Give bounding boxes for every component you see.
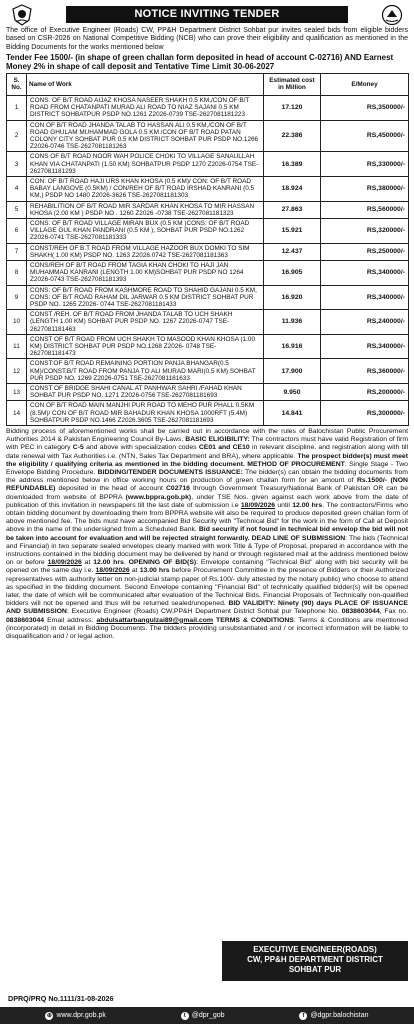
cell-sno: 5 [7, 201, 27, 218]
bid-validity: BID VALIDITY: Ninety (90) days [228, 600, 332, 608]
table-row [7, 243, 409, 260]
table-row [7, 152, 409, 177]
table-row [7, 401, 409, 426]
table-row [7, 120, 409, 152]
twitter-item[interactable] [181, 1012, 225, 1020]
place-text: : Executive Engineer (Roads) CW,PP&H Department District Sohbat pur Telephone No. [66, 608, 340, 616]
cell-cost: 9.950 [264, 384, 321, 401]
page-title: NOTICE INVITING TENDER [66, 6, 348, 23]
cell-sno: 8 [7, 260, 27, 285]
cell-cost: 17.900 [264, 359, 321, 384]
opening-time: 13.00 hrs [139, 567, 170, 575]
terms-text: : Terms & Conditions are mentioned (incorporated) in detail in Bidding Documents. The bidders providing unsubstantiated and / or incorrect information will be liable to disqualification and / or legal action. [6, 616, 409, 641]
website-link[interactable]: www.dpr.gob.pk [56, 1012, 106, 1019]
cell-cost: 14.841 [264, 401, 321, 426]
cell-name: REHABILITION OF B/T ROAD MIR SARDAR KHAN KHOSA TO MIR HASSAN KHOSA (2.00 KM ) PSDP NO . 1260 Z2026 -0738 TSE-2627081181323 [27, 201, 264, 218]
eligibility-text: The contractors must have valid Registration of firm with PEC in category [6, 436, 409, 452]
submission-date: 18/09/2026 [240, 501, 276, 509]
method-text: : Single Stage - Two Envelope Bidding Procedure. [6, 460, 408, 477]
deadline-text: : The bids (Technical and Financial) in two separate sealed envelopes clearly marked with work Title & Type of Proposal, prepared in accordance with the instructions contained in the bidding document may be delivered by hand or through registered mail at the address mentioned below on or before [6, 534, 408, 567]
eligibility-label: BASIC ELIGIBILITY: [185, 436, 250, 444]
cell-name: CON OF B/T ROAD MAIN MANJHI PUR ROAD TO MEHO PUR PHALL 0.5KM (8.5M)/ CON OF B/T ROAD MIR BAHADUR KHAN KHOSA 1000RFT (5.4M) SOHBATPUR PSDP NO.1466 Z2026.3605 TSE-2627081181693 [27, 401, 264, 426]
table-row [7, 201, 409, 218]
table-row [7, 260, 409, 285]
cell-sno: 6 [7, 218, 27, 243]
cell-money: RS,380000/- [321, 176, 409, 201]
bppra-link[interactable]: (www.bppra.gob.pk) [125, 493, 192, 501]
globe-icon: ⊕ [46, 1012, 52, 1019]
opening-text: before Procurement Committee in the presence of Bidders or their Authorized representatives with authority letter on non-judicial stamp paper of Rs.100/- duly attested by the notary public) who choose to attend as specified in the bidding document. Second Envelope containing "Financial Bid" of technically qualified bidder(s) will be opened later, the date of which will be communicated after evaluation of the Technical Bids. Financial Proposals of Technically non-qualified bidders will not be opened and thus will be returned sealed/unopened. [6, 567, 409, 608]
facebook-icon: f [299, 1012, 307, 1020]
signature-line: EXECUTIVE ENGINEER(ROADS) [253, 945, 377, 954]
cell-cost: 17.120 [264, 95, 321, 120]
cell-sno: 9 [7, 285, 27, 310]
deadline-text: at [84, 559, 91, 567]
cell-sno: 3 [7, 152, 27, 177]
cell-sno: 14 [7, 401, 27, 426]
email-link[interactable]: abdulsattarbangulzai89@gmail.com [96, 616, 214, 624]
prospect-bidder-note: The prospect bidder(s) must meet the eligibility / qualifying criteria as mentioned in the bidding document. [6, 452, 408, 468]
cell-name: CONS: OF B/T ROAD FROM KASHMORE ROAD TO SHAHID GAJANI 0.5 KM, CONS: OF B/T ROAD RAHAM DIL JARWAR 0.5 KM DISTRICT SOHBAT PUR PSDP NO. 1265 Z2026- 0744 TSE-2627081181433 [27, 285, 264, 310]
opening-date: 18/09/2026 [95, 567, 130, 575]
table-header-row [7, 73, 409, 95]
place-text: , Fax no. [379, 608, 409, 616]
cell-name: CON OF B/T ROAD JHANDA TALAB TO HASSAN ALI 0.5 KM,/CON OF B/T ROAD GHULAM MUHAMMAD GOLA 0.5 KM /CON OF B/T ROAD PATAN COLONY CITY SOHBAT PUR 0.5 KM DISTRICT SOHBAT PUR PSDP NO.1266 Z2026-0746 TSE-2627081181263 [27, 120, 264, 152]
deadline-date: 18/09/2026 [47, 559, 82, 567]
cell-money: RS,200000/- [321, 384, 409, 401]
table-row [7, 359, 409, 384]
cell-money: RS,250000/- [321, 243, 409, 260]
cell-name: CONS/REH OF B/T ROAD FROM TAGIA KHAN CHOKI TO HAJI JAN MUHAMMAD KANRANI (LENGTH 1.00 KM)SOHBAT PUR PSDP NO 1264 Z2026-0743 TSE-2627081181393 [27, 260, 264, 285]
cell-sno: 11 [7, 334, 27, 359]
tender-terms: Bidding process of aforementioned works shall be carried out in accordance with the rules of Balochistan Public Procurement Authorities 2014 & Pakistan Engineering Council By-Laws. BASIC ELIGIBILITY: The contractors must have valid Registration of firm with PEC in category C-5 and above with specialization codes CE01 and CE10 in relevant discipline. and registration along with till date renewal with Tax Authorities i.e. (NTN, Sales Tax Department and BRA), where applicable. The prospect bidder(s) must meet the eligibility / qualifying criteria as mentioned in the bidding document. METHOD OF PROCUREMENT: Single Stage - Two Envelope Bidding Procedure. BIDDING/TENDER DOCUMENTS ISSUANCE: The bidder(s) can obtain the bidding documents from the address mentioned below in office working hours on production of green challan form for an amount of Rs.1500/- (NON REFUNDABLE) deposited in the head of account C02716 through Government Treasury/National Bank of Pakistan OR can be downloaded from website of BPPRA (www.bppra.gob.pk), under TSE Nos. given against each work above from the date of publication of this invitation in newspapers till the last date of submission i.e 18/09/2026 until 12.00 hrs. The contractors/Firms who obtain bidding document by downloading them from BPPRA website will also be required to produce deposited green challan form of above mentioned fee. The bids must have accompanied Bid Security with "Technical Bid" for the work in the form of Call at Deposit above in the name of the undersigned from a Scheduled Bank. Bid security if not found in technical bid envelop the bid will not be taken into account for evaluation and will be rejected straight forwardly. DEAD LINE OF SUBMISSION: The bids (Technical and Financial) in two separate sealed envelopes clearly marked with work Title & Type of Proposal, prepared in accordance with the instructions contained in the bidding document may be delivered by hand or through registered mail at the address mentioned below on or before 18/09/2026 at 12.00 hrs. OPENING OF BID(S): Envelope containing "Technical Bid" along with bid security will be opened on the same day i.e. 18/09/2026 at 13.00 hrs before Procurement Committee in the presence of Bidders or their Authorized representatives with authority letter on non-judicial stamp paper of Rs.100/- duly attested by the notary public) who choose to attend as specified in the bidding document. Second Envelope containing "Financial Bid" of technically qualified bidder(s) will be opened later, the date of which will be communicated after evaluation of the Technical Bids. Financial Proposals of Technically non-qualified bidders will not be opened and thus will be returned sealed/unopened. BID VALIDITY: Ninety (90) days PLACE OF ISSUANCE AND SUBMISSION: Executive Engineer (Roads) CW,PP&H Department District Sohbat pur Telephone No. 0838603044, Fax no. 0838603044 Email address: abdulsattarbangulzai89@gmail.com TERMS & CONDITIONS: Terms & Conditions are mentioned (incorporated) in detail in Bidding Documents. The bidders providing unsubstantiated and / or incorrect information will be liable to disqualification and / or legal action. [6, 428, 409, 641]
table-row [7, 334, 409, 359]
header-money: E/Money [321, 73, 409, 95]
cell-cost: 15.921 [264, 218, 321, 243]
method-label: METHOD OF PROCUREMENT [247, 460, 345, 468]
table-row [7, 310, 409, 335]
submission-time: 12.00 hrs [292, 501, 323, 509]
cell-money: RS,450000/- [321, 120, 409, 152]
place-text: Email address: [47, 616, 94, 624]
cell-money: RS,350000/- [321, 95, 409, 120]
cell-name: CONS. OF B/T ROAD AIJAZ KHOSA NASEER SHAKH 0.5 KM,/CON OF B/T ROAD FROM CHATANPATI MURAD ALI ROAD TO NIAZ SAJANI 0.5 KM DISTRICT SOHBATPUR PSDP NO.1261 Z2026-0739 TSE-2627081181223 [27, 95, 264, 120]
fax-number: 0838603044 [6, 616, 45, 624]
facebook-item[interactable] [299, 1012, 368, 1020]
twitter-icon: t [181, 1012, 189, 1020]
issuance-text: . The contractors/Firms who obtain bidding document by downloading them from BPPRA website will also be required to produce deposited green challan form of above mentioned fee. The bids must have accompanied Bid Security with "Technical Bid" for the work in the form of Call at Deposit above in the name of the undersigned from a Scheduled Bank. [6, 501, 408, 534]
header-cost: Estimated cost in Million [264, 73, 321, 95]
terms-label: TERMS & CONDITIONS [216, 616, 294, 624]
cell-cost: 16.920 [264, 285, 321, 310]
procurement-rules-text: Bidding process of aforementioned works shall be carried out in accordance with the rules of Balochistan Public Procurement Authorities 2014 & Pakistan Engineering Council By-Laws. [6, 428, 408, 444]
cell-name: CONST /REH. OF B/T ROAD FROM JHANDA TALAB TO UCH SHAKH (LENGTH 1.00 KM) SOHBAT PUR PSDP NO. 1267 Z2026-0747 TSE-2627081181463 [27, 310, 264, 335]
cell-name: CONST/REH OF B.T ROAD FROM VILLAGE HAZOOR BUX DOMKI TO SIM SHAKH( 1.00 KM) PSDP NO. 1263 Z2026.0742 TSE-2627081181363 [27, 243, 264, 260]
cell-name: CONST OF B/T ROAD FROM UCH SHAKH TO MASOOD KHAN KHOSA (1.00 KM) DISTRICT SOHBAT PUR PSDP NO.1268 Z2026- 0748 TSE-2627081181473 [27, 334, 264, 359]
signature-block [222, 941, 408, 981]
social-footer [0, 1007, 414, 1024]
cell-money: RS,340000/- [321, 334, 409, 359]
government-emblem-icon [380, 4, 404, 26]
cell-money: RS,240000/- [321, 310, 409, 335]
issuance-text: , under TSE Nos. given against each work above from the date of publication of this invitation in newspapers till the last date of submission i.e [6, 493, 408, 509]
website-item[interactable] [45, 1012, 105, 1020]
deadline-time: 12.00 hrs [93, 559, 124, 567]
cell-sno: 2 [7, 120, 27, 152]
cell-sno: 13 [7, 384, 27, 401]
table-row [7, 285, 409, 310]
pec-category: C-5 [72, 444, 84, 452]
cell-sno: 12 [7, 359, 27, 384]
eligibility-text: in relevant discipline. and registration along with till date renewal with Tax Authorities i.e. (NTN, Sales Tax Department and BRA), where applicable. [6, 444, 409, 460]
issuance-text: The bidder(s) can obtain the bidding documents from the address mentioned below in office working hours on production of green challan form for an amount of [6, 469, 409, 485]
opening-text: : Envelope containing "Technical Bid" along with bid security will be opened on the same day i.e. [6, 559, 409, 575]
account-code: C02716 [165, 485, 190, 493]
balochistan-emblem-icon [10, 4, 34, 26]
cell-money: RS,360000/- [321, 359, 409, 384]
opening-label: OPENING OF BID(S) [128, 559, 197, 567]
header-name: Name of Work [27, 73, 264, 95]
fee-amount: Rs.1500/- (NON REFUNDABLE) [6, 477, 408, 493]
issuance-label: BIDDING/TENDER DOCUMENTS ISSUANCE: [97, 469, 243, 477]
works-table [6, 73, 409, 426]
cell-name: CONST:OF B/T ROAD REMAINING PORTION PANJA BHANGAR(0.5 KM)/CONST:B/T ROAD FROM PANJA TO ALI MURAD MARI(0.5 KM) SOHBAT PUR PSDP NO. 1269 Z2026-0751 TSE-2627081181633 [27, 359, 264, 384]
issuance-text: until [277, 501, 290, 509]
cell-cost: 16.916 [264, 334, 321, 359]
cell-sno: 4 [7, 176, 27, 201]
cell-cost: 22.386 [264, 120, 321, 152]
issuance-text: deposited in the head of account [58, 485, 163, 493]
cell-cost: 12.437 [264, 243, 321, 260]
table-row [7, 384, 409, 401]
place-label: PLACE OF ISSUANCE AND SUBMISSION [6, 600, 408, 616]
cell-name: CONS OF B/T ROAD NOOR WAH POLICE CHOKI TO VILLAGE SANAULLAH KHAN VIA CHATANPATI (1.50 KM) SOHBATPUR PSDP 1270 Z2026-0754 TSE-2627081181293 [27, 152, 264, 177]
cell-cost: 16.389 [264, 152, 321, 177]
specialization-codes: CE01 and CE10 [198, 444, 250, 452]
intro-paragraph: The office of Executive Engineer (Roads) CW, PP&H Department District Sohbat pur invites sealed bids from eligible bidders based on CSR-2026 on National Competitive Bidding (NCB) who can prove their eligibility and qualification as mentioned in the Bidding Documents for the works mentioned below [6, 27, 408, 51]
cell-cost: 16.905 [264, 260, 321, 285]
header-sno: S. No. [7, 73, 27, 95]
cell-money: RS,300000/- [321, 401, 409, 426]
cell-money: RS,330000/- [321, 152, 409, 177]
facebook-link[interactable]: @dgpr.balochistan [310, 1012, 369, 1019]
prq-number: DPRQ/PRQ No.1111/31-08-2026 [8, 994, 114, 1003]
cell-sno: 1 [7, 95, 27, 120]
cell-cost: 11.936 [264, 310, 321, 335]
cell-name: CONS: OF B/T ROAD VILLAGE MIRAN BUX (0.5 KM )CONS: OF B/T ROAD VILLAGE GUL KHAN PANDRANI (0.5 KM ), SOHBAT PUR PSDP NO.1262 Z2026-0741 TSE-2627081181333 [27, 218, 264, 243]
cell-sno: 7 [7, 243, 27, 260]
cell-sno: 10 [7, 310, 27, 335]
issuance-text: through Government Treasury/National Bank of Pakistan OR can be downloaded from website of BPPRA [6, 485, 409, 501]
bid-security-note: Bid security if not found in technical bid envelop the bid will not be taken into account for evaluation and will be rejected straight forwardly. [6, 526, 408, 542]
cell-name: CONST OF BRIDGE SHAHI CANAL AT PANHWAR SAHRI /FAHAD KHAN SOHBAT PUR PSDP NO. 1271 Z2026-0756 TSE-2627081181693 [27, 384, 264, 401]
phone-number: 0838603044 [341, 608, 380, 616]
deadline-label: DEAD LINE OF SUBMISSION [251, 534, 346, 542]
cell-money: RS,560000/- [321, 201, 409, 218]
fee-line: Tender Fee 1500/- (in shape of green challan form deposited in head of account C-02716) AND Earnest Money 2% in shape of call deposit and Tentative Time Limit 30-06-2027 [6, 52, 394, 71]
cell-cost: 27.863 [264, 201, 321, 218]
cell-money: RS,340000/- [321, 285, 409, 310]
twitter-link[interactable]: @dpr_gob [191, 1012, 225, 1019]
cell-name: CON: OF B/T ROAD HAJI URS KHAN KHOSA (0.5 KM)/ CON: OF B/T ROAD BABAY LANGOVE (0.5KM) / CON/REH OF B/T ROAD IRSHAD KANRANI (0.5 KM,) PSDP NO 1480 Z2026-3626 TSE-2627081181303 [27, 176, 264, 201]
table-row [7, 176, 409, 201]
signature-line: CW, PP&H DEPARTMENT DISTRICT [247, 955, 383, 964]
opening-text: at [131, 567, 138, 575]
cell-money: RS,320000/- [321, 218, 409, 243]
cell-cost: 18.924 [264, 176, 321, 201]
signature-line: SOHBAT PUR [288, 965, 342, 974]
header [6, 4, 408, 26]
eligibility-text: and above with specialization codes [86, 444, 197, 452]
cell-money: RS,340000/- [321, 260, 409, 285]
table-row [7, 95, 409, 120]
table-row [7, 218, 409, 243]
